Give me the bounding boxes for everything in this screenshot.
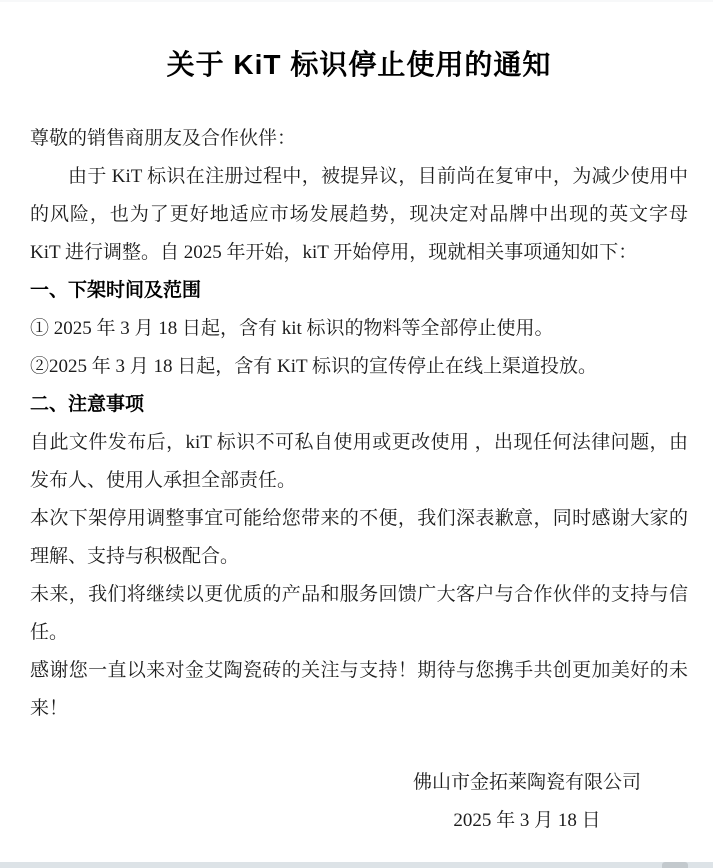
section-2-paragraph-1: 自此文件发布后，kiT 标识不可私自使用或更改使用 ，出现任何法律问题，由发布人、使用人承担全部责任。 xyxy=(30,432,688,491)
horizontal-scrollbar[interactable] xyxy=(0,862,713,868)
intro-paragraph: 由于 KiT 标识在注册过程中，被提异议，目前尚在复审中，为减少使用中的风险，也为了更好地适应市场发展趋势，现决定对品牌中出现的英文字母 KiT 进行调整。自 2025 年开始，kiT 开始停用，现就相关事项通知如下： xyxy=(30,166,688,263)
section-1-heading: 一、下架时间及范围 xyxy=(30,280,202,301)
section-2-heading: 二、注意事项 xyxy=(30,394,145,415)
section-1-item-1: ① 2025 年 3 月 18 日起，含有 kit 标识的物料等全部停止使用。 xyxy=(30,318,554,339)
section-2-paragraph-2: 本次下架停用调整事宜可能给您带来的不便，我们深表歉意，同时感谢大家的理解、支持与积极配合。 xyxy=(30,508,688,567)
page-title: 关于 KiT 标识停止使用的通知 xyxy=(166,49,552,80)
document-body xyxy=(30,120,688,840)
company-name: 佛山市金拓莱陶瓷有限公司 xyxy=(412,772,641,793)
greeting-line: 尊敬的销售商朋友及合作伙伴： xyxy=(30,128,297,149)
closing-paragraph-2: 感谢您一直以来对金艾陶瓷砖的关注与支持！期待与您携手共创更加美好的未来！ xyxy=(30,660,688,719)
closing-paragraph-1: 未来，我们将继续以更优质的产品和服务回馈广大客户与合作伙伴的支持与信任。 xyxy=(30,584,688,643)
signature-block xyxy=(377,764,677,840)
notice-date: 2025 年 3 月 18 日 xyxy=(453,810,601,831)
scrollbar-thumb[interactable] xyxy=(662,862,688,868)
section-1-item-2: ②2025 年 3 月 18 日起，含有 KiT 标识的宣传停止在线上渠道投放。 xyxy=(30,356,598,377)
